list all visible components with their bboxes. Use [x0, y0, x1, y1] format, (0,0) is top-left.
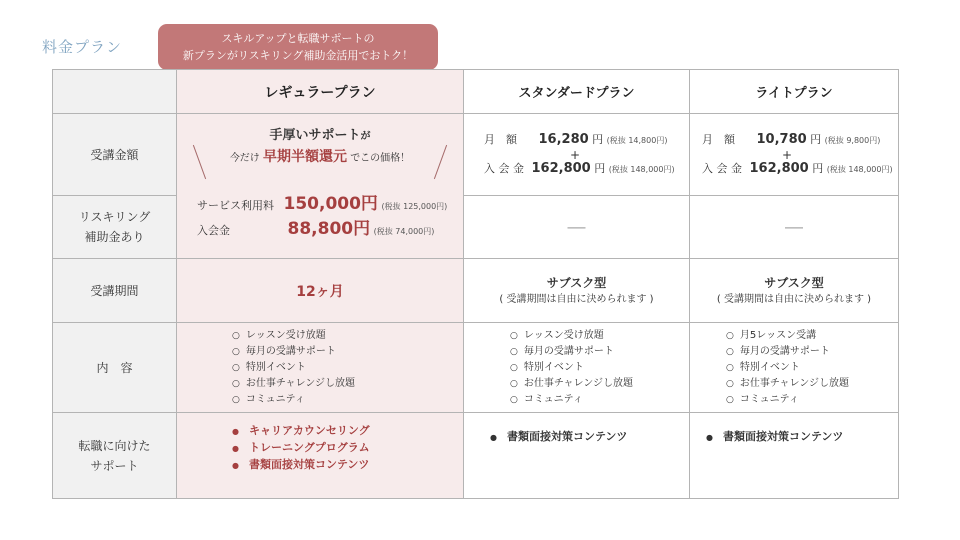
- list-item: ● 書類面接対策コンテンツ: [232, 457, 463, 474]
- light-period: [690, 259, 899, 323]
- regular-career: [177, 413, 464, 499]
- list-item: ○ お仕事チャレンジし放題: [232, 376, 463, 392]
- light-entry-unit: 円: [812, 161, 824, 175]
- light-reskill-dash: ―: [690, 196, 899, 259]
- list-item: ○ 月5レッスン受講: [726, 328, 898, 344]
- list-item: ○ 特別イベント: [510, 360, 689, 376]
- list-item: ○ コミュニティ: [232, 392, 463, 408]
- standard-plus: +: [570, 147, 581, 162]
- regular-period: 12ヶ月: [177, 259, 464, 323]
- list-item: ○ コミュニティ: [510, 392, 689, 408]
- regular-prices: [197, 195, 463, 241]
- standard-period: [464, 259, 690, 323]
- standard-entry-price: 162,800: [531, 160, 591, 176]
- plan-regular-header: レギュラープラン: [177, 70, 464, 114]
- standard-entry-unit: 円: [594, 161, 606, 175]
- service-fee-tax: (税抜 125,000円): [381, 201, 448, 211]
- regular-career-list: [232, 423, 463, 474]
- standard-monthly-price: 16,280: [538, 131, 589, 147]
- light-period-title: サブスク型: [764, 275, 824, 290]
- career-label-1: 転職に向けた: [78, 438, 151, 453]
- light-monthly-unit: 円: [810, 132, 822, 146]
- light-contents-list: [726, 328, 898, 408]
- list-item: ○ 毎月の受講サポート: [510, 344, 689, 360]
- regular-contents-list: [232, 328, 463, 408]
- light-monthly-label: 月 額: [702, 132, 735, 146]
- entry-fee-line: [197, 220, 463, 241]
- callout-line-2: 新プランがリスキリング補助金活用でおトク！: [182, 49, 414, 62]
- plan-light-header: ライトプラン: [690, 70, 899, 114]
- list-item: ○ レッスン受け放題: [510, 328, 689, 344]
- standard-monthly-label: 月 額: [484, 132, 517, 146]
- list-item: ● 書類面接対策コンテンツ: [490, 429, 689, 446]
- standard-career: [464, 413, 690, 499]
- regular-fee-cell: [177, 114, 464, 259]
- promo-callout: [158, 24, 438, 70]
- list-item: ○ お仕事チャレンジし放題: [726, 376, 898, 392]
- standard-career-list: [490, 429, 689, 446]
- promo-now: 今だけ: [229, 152, 260, 164]
- light-plus: +: [782, 147, 793, 162]
- light-entry-tax: (税抜 148,000円): [826, 164, 893, 174]
- light-entry-label: 入 会 金: [702, 161, 742, 175]
- fee-row: [53, 114, 899, 196]
- light-contents: [690, 323, 899, 413]
- standard-entry-label: 入 会 金: [484, 161, 524, 175]
- list-item: ○ レッスン受け放題: [232, 328, 463, 344]
- standard-period-note: ( 受講期間は自由に決められます ): [499, 293, 654, 305]
- standard-period-title: サブスク型: [546, 275, 607, 290]
- service-fee-line: [197, 195, 463, 216]
- list-item: ○ 特別イベント: [232, 360, 463, 376]
- header-corner: [53, 70, 177, 114]
- list-item: ○ 毎月の受講サポート: [232, 344, 463, 360]
- row-label-career: [53, 413, 177, 499]
- promo-support: 手厚いサポート: [269, 127, 361, 143]
- career-label-2: サポート: [90, 458, 139, 473]
- content-row: [53, 323, 899, 413]
- reskill-label-2: 補助金あり: [84, 230, 145, 244]
- row-label-period: 受講期間: [53, 259, 177, 323]
- light-career-list: [706, 429, 898, 446]
- row-label-fee: 受講金額: [53, 114, 177, 196]
- light-career: [690, 413, 899, 499]
- light-entry-price: 162,800: [749, 160, 809, 176]
- list-item: ● トレーニングプログラム: [232, 440, 463, 457]
- standard-monthly-unit: 円: [592, 132, 604, 146]
- table-header-row: [53, 70, 899, 114]
- list-item: ○ コミュニティ: [726, 392, 898, 408]
- standard-contents: [464, 323, 690, 413]
- standard-fee-cell: [464, 114, 690, 196]
- standard-reskill-dash: ―: [464, 196, 690, 259]
- list-item: ○ お仕事チャレンジし放題: [510, 376, 689, 392]
- entry-fee-tax: (税抜 74,000円): [373, 226, 435, 236]
- service-fee-label: サービス利用料: [197, 198, 274, 212]
- promo-ga: が: [360, 130, 371, 142]
- list-item: ○ 毎月の受講サポート: [726, 344, 898, 360]
- light-monthly-tax: (税抜 9,800円): [824, 135, 881, 145]
- callout-line-1: スキルアップと転職サポートの: [221, 32, 375, 45]
- standard-contents-list: [510, 328, 689, 408]
- row-label-content: 内 容: [53, 323, 177, 413]
- service-fee-price: 150,000円: [283, 193, 378, 214]
- plan-standard-header: スタンダードプラン: [464, 70, 690, 114]
- period-row: [53, 259, 899, 323]
- promo-half-rebate: 早期半額還元: [263, 148, 347, 165]
- promo-price-text: でこの価格！: [350, 152, 411, 164]
- standard-monthly-tax: (税抜 14,800円): [606, 135, 668, 145]
- entry-fee-label: 入会金: [197, 223, 230, 237]
- light-fee-cell: [690, 114, 899, 196]
- list-item: ● キャリアカウンセリング: [232, 423, 463, 440]
- pricing-table: [52, 69, 899, 499]
- row-label-reskill: [53, 196, 177, 259]
- reskill-label-1: リスキリング: [78, 210, 151, 224]
- entry-fee-price: 88,800円: [287, 218, 371, 239]
- regular-contents: [177, 323, 464, 413]
- light-period-note: ( 受講期間は自由に決められます ): [716, 293, 872, 305]
- career-row: [53, 413, 899, 499]
- list-item: ● 書類面接対策コンテンツ: [706, 429, 898, 446]
- light-monthly-price: 10,780: [756, 131, 807, 147]
- standard-entry-tax: (税抜 148,000円): [608, 164, 675, 174]
- list-item: ○ 特別イベント: [726, 360, 898, 376]
- regular-promo: [177, 126, 463, 169]
- page-title: 料金プラン: [42, 38, 123, 56]
